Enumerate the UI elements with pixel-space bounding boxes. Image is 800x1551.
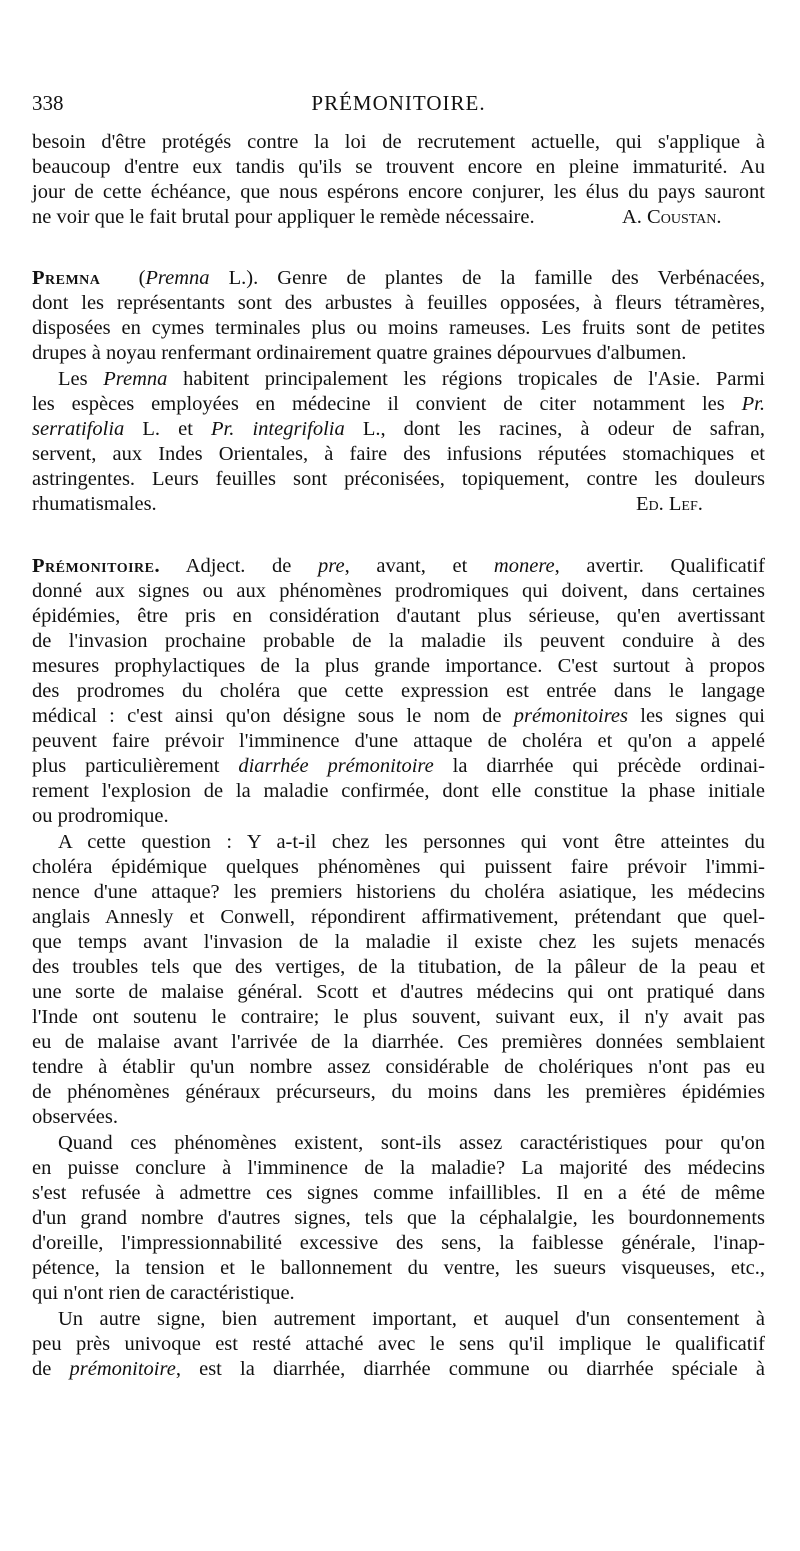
text-line: de l'invasion prochaine probable de la maladie ils peuvent conduire à des <box>32 630 765 652</box>
author-signature: A. Coustan. <box>622 206 722 228</box>
text-line: peu près univoque est resté attaché avec le sens qu'il implique le qualificatif <box>32 1333 765 1355</box>
text-line: épidémies, être pris en considération d'autant plus sérieuse, qu'en avertissant <box>32 605 765 627</box>
text-line: que temps avant l'invasion de la maladie il existe chez les sujets menacés <box>32 931 765 953</box>
text-line: eu de malaise avant l'arrivée de la diarrhée. Ces premières données semblaient <box>32 1031 765 1053</box>
text-line: peuvent faire prévoir l'imminence d'une attaque de choléra et qu'on a appelé <box>32 730 765 752</box>
text-line: tendre à établir qu'un nombre assez considérable de cholériques n'ont pas eu <box>32 1056 765 1078</box>
text-line: anglais Annesly et Conwell, répondirent affirmativement, prétendant que quel- <box>32 906 765 928</box>
text-line: servent, aux Indes Orientales, à faire des infusions réputées stomachiques et <box>32 443 765 465</box>
text-line: besoin d'être protégés contre la loi de recrutement actuelle, qui s'applique à <box>32 131 765 153</box>
text-line: médical : c'est ainsi qu'on désigne sous le nom de prémonitoires les signes qui <box>32 705 765 727</box>
text-line: l'Inde ont soutenu le contraire; le plus souvent, suivant eux, il n'y avait pas <box>32 1006 765 1028</box>
text-line: beaucoup d'entre eux tandis qu'ils se trouvent encore en pleine immaturité. Au <box>32 156 765 178</box>
text-line: de prémonitoire, est la diarrhée, diarrhée commune ou diarrhée spéciale à <box>32 1358 765 1380</box>
text-line: nence d'une attaque? les premiers historiens du choléra asiatique, les médecins <box>32 881 765 903</box>
text-line: s'est refusée à admettre ces signes comme infaillibles. Il en a été de même <box>32 1182 765 1204</box>
text-line: d'oreille, l'impressionnabilité excessive des sens, la faiblesse générale, l'inap- <box>32 1232 765 1254</box>
running-title: PRÉMONITOIRE. <box>311 91 486 115</box>
text-line: ou prodromique. <box>32 805 169 827</box>
text-line: choléra épidémique quelques phénomènes qui puissent faire prévoir l'immi- <box>32 856 765 878</box>
text-line: de phénomènes généraux précurseurs, du moins dans les premières épidémies <box>32 1081 765 1103</box>
text-line: drupes à noyau renfermant ordinairement quatre graines dépourvues d'albumen. <box>32 342 687 364</box>
text-line: pétence, la tension et le ballonnement du ventre, les sueurs visqueuses, etc., <box>32 1257 765 1279</box>
text-line: donné aux signes ou aux phénomènes prodromiques qui doivent, dans certaines <box>32 580 765 602</box>
text-line: disposées en cymes terminales plus ou moins rameuses. Les fruits sont de petites <box>32 317 765 339</box>
text-line: une sorte de malaise général. Scott et d'autres médecins qui ont pratiqué dans <box>32 981 765 1003</box>
text-line: ne voir que le fait brutal pour appliquer le remède nécessaire. <box>32 206 535 228</box>
text-line: jour de cette échéance, que nous espérons encore conjurer, les élus du pays sauront <box>32 181 765 203</box>
author-signature: Ed. Lef. <box>636 493 703 515</box>
entry-headword: Prémonitoire. <box>32 555 161 577</box>
entry-premna-line: Premna (Premna L.). Genre de plantes de la famille des Verbénacées, <box>32 267 766 289</box>
text-line: A cette question : Y a-t-il chez les personnes qui vont être atteintes du <box>58 831 765 853</box>
page-number: 338 <box>32 91 64 115</box>
text-line: rement l'explosion de la maladie confirmée, dont elle constitue la phase initiale <box>32 780 765 802</box>
text-line: observées. <box>32 1106 118 1128</box>
text-line: plus particulièrement diarrhée prémonitoire la diarrhée qui précède ordinai- <box>32 755 765 777</box>
text-line: mesures prophylactiques de la plus grande importance. C'est surtout à propos <box>32 655 765 677</box>
text-line: qui n'ont rien de caractéristique. <box>32 1282 295 1304</box>
text-line: des troubles tels que des vertiges, de la titubation, de la pâleur de la peau et <box>32 956 765 978</box>
text-line: serratifolia L. et Pr. integrifolia L., dont les racines, à odeur de safran, <box>32 418 765 440</box>
text-line: astringentes. Leurs feuilles sont préconisées, topiquement, contre les douleurs <box>32 468 765 490</box>
text-line: d'un grand nombre d'autres signes, tels que la céphalalgie, les bourdonnements <box>32 1207 765 1229</box>
text-line: Quand ces phénomènes existent, sont-ils assez caractéristiques pour qu'on <box>58 1132 765 1154</box>
entry-headword: Premna <box>32 267 101 289</box>
text-line: rhumatismales. <box>32 493 157 515</box>
text-line: des prodromes du choléra que cette expression est entrée dans le langage <box>32 680 765 702</box>
entry-premonitoire-line: Prémonitoire. Adject. de pre, avant, et monere, avertir. Qualificatif <box>32 555 765 577</box>
text-line: les espèces employées en médecine il convient de citer notamment les Pr. <box>32 393 765 415</box>
text-line: Un autre signe, bien autrement important, et auquel d'un consentement à <box>58 1308 765 1330</box>
text-line: en puisse conclure à l'imminence de la maladie? La majorité des médecins <box>32 1157 765 1179</box>
running-head <box>32 88 765 118</box>
text-line: dont les représentants sont des arbustes à feuilles opposées, à fleurs tétramères, <box>32 292 765 314</box>
text-line: Les Premna habitent principalement les régions tropicales de l'Asie. Parmi <box>58 368 765 390</box>
